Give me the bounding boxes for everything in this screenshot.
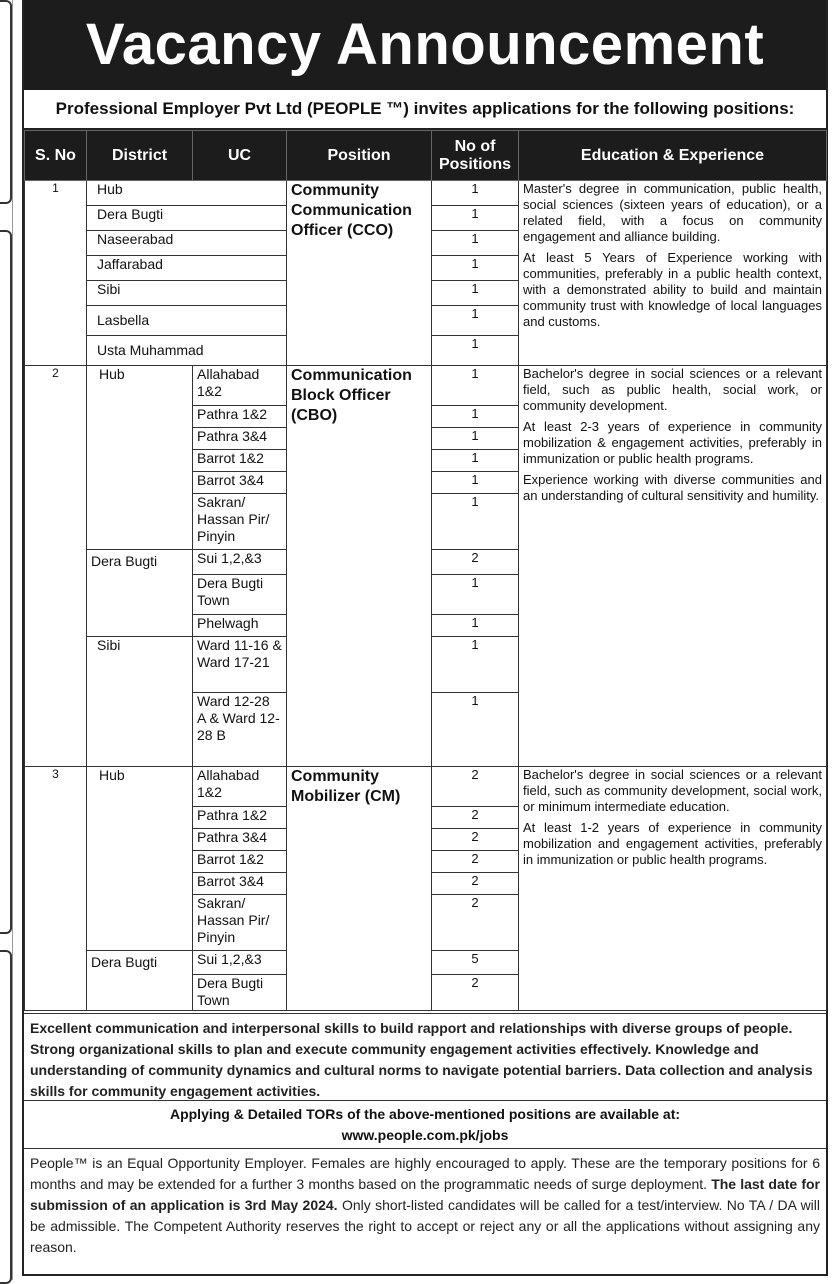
count-cell: 1 (432, 306, 519, 336)
positions-table (24, 130, 827, 1011)
count-cell: 2 (432, 767, 519, 807)
district-cell: Dera Bugti (87, 951, 193, 1011)
count-cell: 1 (432, 181, 519, 206)
uc-cell: Barrot 3&4 (193, 472, 287, 494)
count-cell: 1 (432, 281, 519, 306)
count-cell: 1 (432, 231, 519, 256)
district-cell: Hub (87, 181, 287, 206)
count-cell: 1 (432, 450, 519, 472)
apply-section (24, 1101, 826, 1149)
page-edge (0, 0, 13, 1280)
count-cell: 1 (432, 615, 519, 637)
table-row (25, 366, 827, 406)
count-cell: 1 (432, 206, 519, 231)
header-position: Position (287, 131, 432, 181)
education-cm (519, 767, 827, 1011)
uc-cell: Pathra 3&4 (193, 829, 287, 851)
title-bar (24, 0, 826, 90)
district-cell: Dera Bugti (87, 206, 287, 231)
count-cell: 1 (432, 256, 519, 281)
district-cell: Jaffarabad (87, 256, 287, 281)
table-row (25, 181, 827, 206)
edu-paragraph: Master's degree in communication, public health, social sciences (sixteen years of education), or a related field, with a focus on community engagement and alliance building. (523, 181, 822, 244)
uc-cell: Allahabad 1&2 (193, 767, 287, 807)
district-cell: Hub (87, 767, 193, 951)
count-cell: 2 (432, 873, 519, 895)
sno-1: 1 (25, 181, 87, 366)
header-sno: S. No (25, 131, 87, 181)
district-cell: Naseerabad (87, 231, 287, 256)
uc-cell: Barrot 1&2 (193, 851, 287, 873)
apply-url[interactable]: www.people.com.pk/jobs (341, 1127, 509, 1143)
position-cm: Community Mobilizer (CM) (287, 767, 432, 1011)
uc-cell: Sakran/ Hassan Pir/ Pinyin (193, 494, 287, 550)
uc-cell: Ward 11-16 & Ward 17-21 (193, 637, 287, 693)
uc-cell: Ward 12-28 A & Ward 12-28 B (193, 693, 287, 767)
edge-mark (0, 950, 12, 1284)
district-cell: Dera Bugti (87, 550, 193, 637)
edu-paragraph: At least 5 Years of Experience working with communities, preferably in a public health context, with a demonstrated ability to build and maintain community trust with knowledge of local languages and customs. (523, 250, 822, 329)
count-cell: 1 (432, 406, 519, 428)
intro-text: Professional Employer Pvt Ltd (PEOPLE ™) invites applications for the following positions: (24, 90, 826, 130)
vacancy-announcement (22, 0, 828, 1276)
uc-cell: Pathra 3&4 (193, 428, 287, 450)
district-cell: Lasbella (87, 306, 287, 336)
district-cell: Hub (87, 366, 193, 550)
count-cell: 1 (432, 428, 519, 450)
header-district: District (87, 131, 193, 181)
page-title: Vacancy Announcement (85, 12, 765, 77)
table-row (25, 767, 827, 807)
uc-cell: Pathra 1&2 (193, 807, 287, 829)
edge-mark (0, 0, 12, 204)
skills-text: Excellent communication and interpersonal skills to build rapport and relationships with diverse groups of people. Strong organizational skills to plan and execute community engagement activities effectively. Knowledge and understanding of community dynamics and cultural norms to navigate potential barriers. Data collection and analysis skills for community engagement activities. (24, 1013, 826, 1101)
count-cell: 2 (432, 807, 519, 829)
edge-mark (0, 230, 12, 934)
count-cell: 2 (432, 895, 519, 951)
count-cell: 1 (432, 494, 519, 550)
uc-cell: Phelwagh (193, 615, 287, 637)
uc-cell: Barrot 1&2 (193, 450, 287, 472)
footer-text (24, 1153, 826, 1258)
uc-cell: Dera Bugti Town (193, 975, 287, 1011)
uc-cell: Sui 1,2,&3 (193, 550, 287, 575)
education-cbo (519, 366, 827, 767)
table-header-row (25, 131, 827, 181)
sno-3: 3 (25, 767, 87, 1011)
sno-2: 2 (25, 366, 87, 767)
uc-cell: Sui 1,2,&3 (193, 951, 287, 975)
header-positions-count: No of Positions (432, 131, 519, 181)
uc-cell: Allahabad 1&2 (193, 366, 287, 406)
education-cco (519, 181, 827, 366)
header-uc: UC (193, 131, 287, 181)
uc-cell: Sakran/ Hassan Pir/ Pinyin (193, 895, 287, 951)
uc-cell: Barrot 3&4 (193, 873, 287, 895)
footer-part2: Only short-listed candidates will be called for a test/interview. No TA / DA will be admissible. The Competent Authority reserves the right to accept or reject any or all the applications without assigning any reason. (30, 1197, 821, 1255)
edu-paragraph: Bachelor's degree in social sciences or a relevant field, such as community development, social work, or minimum intermediate education. (523, 767, 822, 814)
district-cell: Usta Muhammad (87, 336, 287, 366)
position-cco: Community Communication Officer (CCO) (287, 181, 432, 366)
footer-deadline: The last date for submission of an application is 3rd May 2024. (30, 1176, 821, 1213)
uc-cell: Pathra 1&2 (193, 406, 287, 428)
header-education: Education & Experience (519, 131, 827, 181)
footer-part1: People™ is an Equal Opportunity Employer. Females are highly encouraged to apply. These are the temporary positions for 6 months and may be extended for a further 3 months based on the programmatic needs of surge deployment. (30, 1155, 820, 1192)
count-cell: 1 (432, 472, 519, 494)
district-cell: Sibi (87, 637, 193, 767)
position-cbo: Communication Block Officer (CBO) (287, 366, 432, 767)
count-cell: 1 (432, 366, 519, 406)
apply-text: Applying & Detailed TORs of the above-mentioned positions are available at: (169, 1106, 681, 1122)
edu-paragraph: Experience working with diverse communities and an understanding of cultural sensitivity and humility. (523, 472, 822, 503)
edu-paragraph: At least 1-2 years of experience in community mobilization and engagement activities, preferably in immunization or public health programs. (523, 820, 822, 867)
count-cell: 2 (432, 829, 519, 851)
district-cell: Sibi (87, 281, 287, 306)
count-cell: 5 (432, 951, 519, 975)
count-cell: 2 (432, 851, 519, 873)
count-cell: 2 (432, 975, 519, 1011)
count-cell: 1 (432, 336, 519, 366)
count-cell: 1 (432, 637, 519, 693)
edu-paragraph: At least 2-3 years of experience in community mobilization & engagement activities, preferably in immunization or public health programs. (523, 419, 822, 466)
count-cell: 1 (432, 693, 519, 767)
count-cell: 2 (432, 550, 519, 575)
edu-paragraph: Bachelor's degree in social sciences or a relevant field, such as public health, social work, or community development. (523, 366, 822, 413)
uc-cell: Dera Bugti Town (193, 575, 287, 615)
count-cell: 1 (432, 575, 519, 615)
